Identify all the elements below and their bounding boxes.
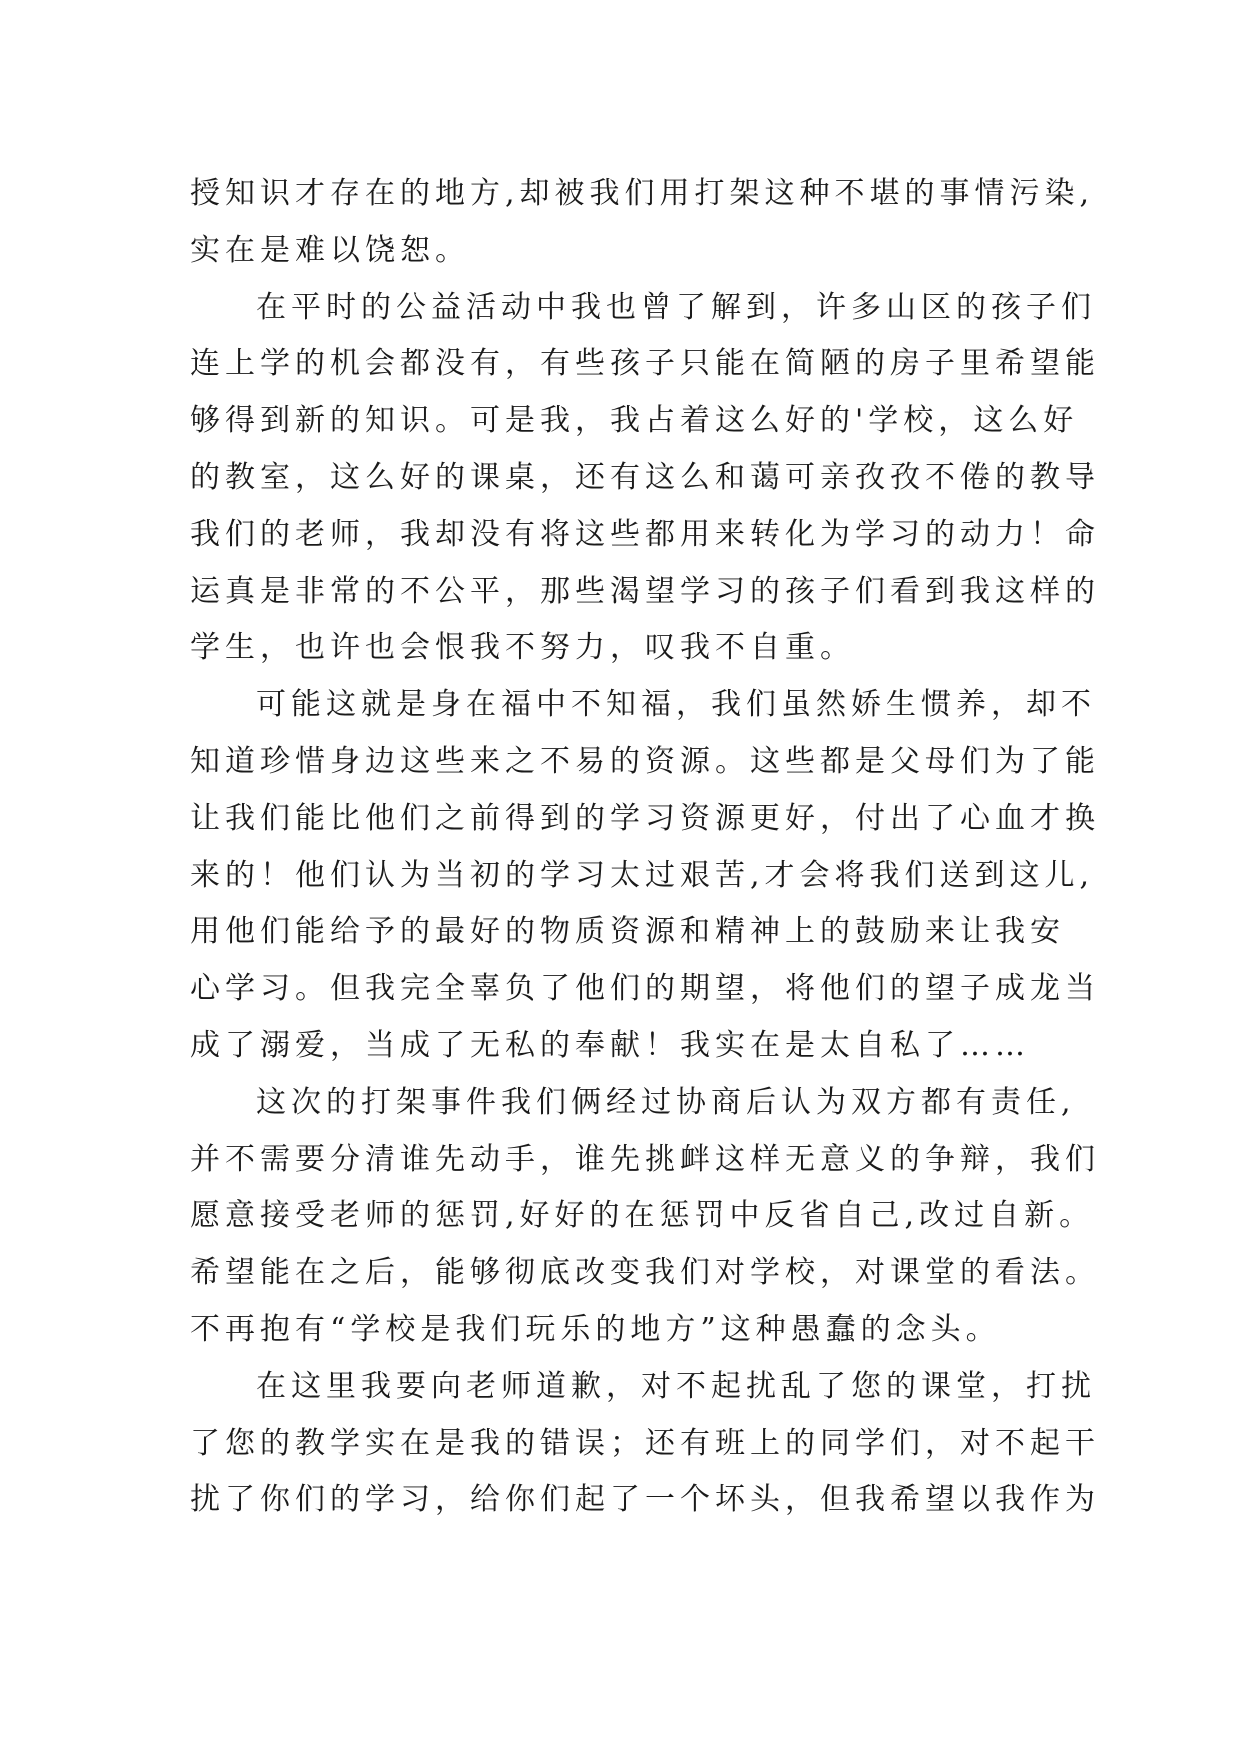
text-line: 愿意接受老师的惩罚,好好的在惩罚中反省自己,改过自新。 bbox=[190, 1198, 1095, 1234]
text-line: 并不需要分清谁先动手，谁先挑衅这样无意义的争辩，我们 bbox=[190, 1141, 1100, 1177]
text-line: 了您的教学实在是我的错误；还有班上的同学们，对不起干 bbox=[190, 1425, 1100, 1461]
text-line: 运真是非常的不公平，那些渴望学习的孩子们看到我这样的 bbox=[190, 573, 1100, 609]
text-line: 来的！他们认为当初的学习太过艰苦,才会将我们送到这儿, bbox=[190, 857, 1095, 893]
text-line: 的教室，这么好的课桌，还有这么和蔼可亲孜孜不倦的教导 bbox=[190, 459, 1100, 495]
text-line: 不再抱有“学校是我们玩乐的地方”这种愚蠢的念头。 bbox=[190, 1311, 1001, 1347]
text-line: 让我们能比他们之前得到的学习资源更好，付出了心血才换 bbox=[190, 800, 1100, 836]
text-line: 成了溺爱，当成了无私的奉献！我实在是太自私了…… bbox=[190, 1027, 1030, 1063]
text-line: 心学习。但我完全辜负了他们的期望，将他们的望子成龙当 bbox=[190, 971, 1100, 1007]
text-line: 知道珍惜身边这些来之不易的资源。这些都是父母们为了能 bbox=[190, 743, 1100, 779]
paragraph-start-line: 可能这就是身在福中不知福，我们虽然娇生惯养，却不 bbox=[256, 687, 1096, 723]
text-line: 用他们能给予的最好的物质资源和精神上的鼓励来让我安 bbox=[190, 914, 1065, 950]
paragraph-start-line: 在这里我要向老师道歉，对不起扰乱了您的课堂，打扰 bbox=[256, 1368, 1096, 1404]
document-body bbox=[190, 166, 1110, 1529]
paragraph-start-line: 这次的打架事件我们俩经过协商后认为双方都有责任, bbox=[256, 1084, 1076, 1120]
paragraph-start-line: 在平时的公益活动中我也曾了解到，许多山区的孩子们 bbox=[256, 289, 1096, 325]
text-line: 希望能在之后，能够彻底改变我们对学校，对课堂的看法。 bbox=[190, 1255, 1100, 1291]
text-line: 够得到新的知识。可是我，我占着这么好的'学校，这么好 bbox=[190, 403, 1079, 439]
text-line: 我们的老师，我却没有将这些都用来转化为学习的动力！命 bbox=[190, 516, 1100, 552]
text-line: 连上学的机会都没有，有些孩子只能在简陋的房子里希望能 bbox=[190, 346, 1100, 382]
text-line: 实在是难以饶恕。 bbox=[190, 232, 470, 268]
text-line: 学生，也许也会恨我不努力，叹我不自重。 bbox=[190, 630, 855, 666]
text-line: 授知识才存在的地方,却被我们用打架这种不堪的事情污染, bbox=[190, 176, 1095, 211]
text-line: 扰了你们的学习，给你们起了一个坏头，但我希望以我作为 bbox=[190, 1482, 1100, 1518]
